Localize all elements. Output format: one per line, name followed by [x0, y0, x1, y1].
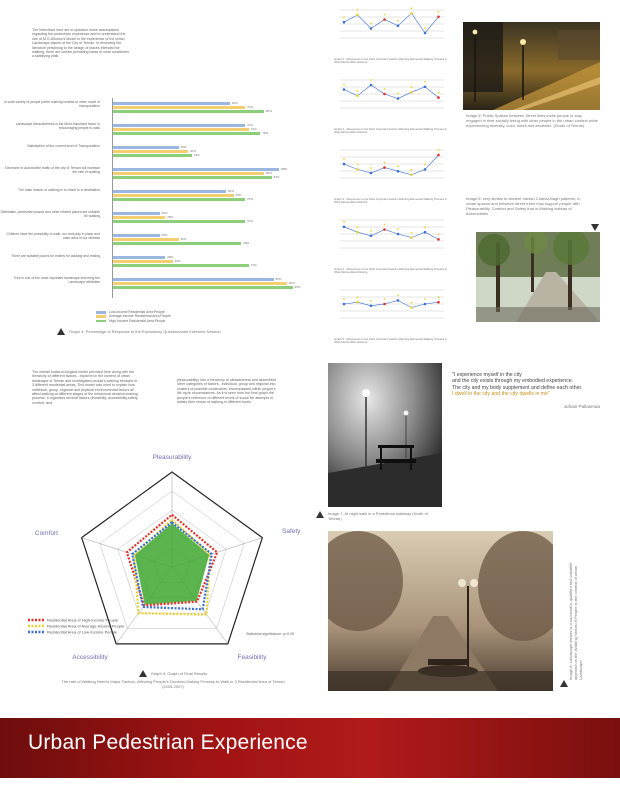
triangle-marker-icon: [57, 328, 65, 335]
tree-avenue-photo: [476, 232, 600, 322]
graph4-row-label: Tree is one of the most important landscape enriching the Landscape attributes: [13, 276, 100, 285]
mini-data-point: [397, 165, 399, 167]
mini-data-point: [370, 23, 372, 25]
graph4-bar-value: 70%: [247, 123, 254, 127]
mini-data-point: [384, 224, 386, 226]
graph4-bar-value: 70%: [247, 105, 254, 109]
mini-data-point: [397, 228, 399, 230]
mini-data-point: [383, 303, 386, 306]
graph4-row-label: There are suitable places for elderly for walking and resting: [11, 254, 100, 258]
mini-data-point: [343, 88, 346, 91]
mini-data-point: [437, 301, 440, 304]
mini-data-point: [424, 164, 426, 166]
mini-graph-caption: Graph 1 - Responses to the Most Important Factors Affecting Elemental Walking Process in Wide Metropolitan Districts: [334, 57, 448, 65]
mini-graph-caption: Graph 2 - Responses to the Most Important Factors Affecting Elemental Walking Process in Wide Metropolitan Districts: [334, 127, 448, 135]
graph4-bar: [112, 242, 241, 245]
graph4-bar: [112, 238, 179, 241]
mini-data-point: [411, 169, 413, 171]
night-bench-photo: [328, 363, 442, 507]
mini-data-point: [424, 86, 427, 89]
mini-data-point: [438, 234, 440, 236]
quote-line-4: I dwell in the city and the city dwells in me": [452, 391, 550, 398]
mini-data-point: [438, 296, 440, 298]
mini-data-point: [438, 149, 440, 151]
graph4-bar-value: 62%: [231, 101, 238, 105]
graph4-bar: [112, 264, 249, 267]
mini-data-point: [356, 14, 359, 17]
mini-graphs-column: [332, 2, 450, 357]
mini-data-point: [370, 172, 373, 175]
radar-axis-label: Safety: [282, 528, 301, 535]
triangle-marker-icon: [591, 224, 599, 231]
image6-caption: Image 6: very similar to ancient Iranian Chahar-Bagh patterns, in urban spaces and between street trees may support people with Pleasurability, Comfort and Safety that is Walking instead of Automobiles: [466, 196, 581, 216]
graph4-bar-value: 42%: [193, 153, 200, 157]
graph4-bar-value: 92%: [288, 281, 295, 285]
sepia-avenue-photo: [328, 531, 553, 691]
mini-data-point: [410, 174, 413, 177]
mini-line-graph: [332, 212, 450, 264]
triangle-marker-icon: [560, 680, 568, 687]
mini-data-point: [356, 231, 359, 234]
intro-text: The interviews here are to question some assumptions regarding the pedestrian experience and to understand the role of M.G.Alfonso's Model in the experience of the urban Landscape places of the City of Tehran. In reviewing the literature pertaining to the design of places intended for walking, there are certain prevailing ideas of what constitutes a satisfying walk.: [32, 28, 129, 59]
mini-data-point: [370, 305, 373, 308]
mini-line-graph: [332, 2, 450, 54]
graph4-bar: [112, 176, 272, 179]
graph4-row-label: In wide variety of people prefer walking instead of other mode of transportation: [3, 100, 100, 109]
graph4-bar: [112, 106, 245, 109]
graph4-legend-label: Low-Income Residential Area People: [109, 310, 165, 314]
mini-data-point: [397, 233, 400, 236]
radar-caption-sub: The rate of Walking Need's Major Factors, Affecting People's Decision-Making Process to Walk in 3 Residential Area of Tehran (2005-2007): [61, 679, 285, 689]
radar-significance: Statistical significance: p<0.05: [246, 632, 295, 636]
mini-data-point: [383, 166, 386, 169]
mini-data-point: [343, 226, 346, 229]
middle-text-col2: pleasurability) into a hierarchy of pleasantness and assembled other categories of factors - individual, group and regional into clusters of possible moderators, encompassed within people's life cycle circumstances. As it is seen from the final graph the people's reference of different levels of social life attempts to satisfy their needs of walking in different levels.: [177, 378, 277, 405]
graph4-row-label: Sidewalks, pedestrian places and other related places are suitable for walking: [0, 210, 100, 219]
graph4-bar: [112, 128, 249, 131]
graph4-bar: [112, 124, 245, 127]
mini-data-point: [410, 306, 413, 309]
graph4-bar: [112, 146, 179, 149]
mini-data-point: [357, 90, 359, 92]
mini-data-point: [437, 238, 440, 241]
graph4-bar-value: 88%: [281, 167, 288, 171]
mini-line-graph: [332, 142, 450, 194]
graph4-bar: [112, 286, 293, 289]
graph4-axis: [112, 98, 113, 298]
graph4-bar-value: 85%: [275, 277, 282, 281]
graph4-bar-value: 35%: [180, 145, 187, 149]
mini-data-point: [411, 232, 413, 234]
graph4-bar: [112, 150, 188, 153]
graph4-bar-value: 70%: [247, 219, 254, 223]
mini-data-point: [410, 91, 413, 94]
mini-data-point: [437, 16, 440, 19]
mini-data-point: [383, 228, 386, 231]
mini-data-point: [357, 296, 359, 298]
mini-data-point: [424, 298, 426, 300]
radar-chart: [20, 445, 320, 690]
legend-swatch: [96, 315, 106, 318]
mini-data-point: [370, 167, 372, 169]
graph4-bar: [112, 190, 226, 193]
mini-data-point: [411, 86, 413, 88]
mini-data-point: [370, 235, 373, 238]
graph4-bar-value: 70%: [247, 197, 254, 201]
mini-data-point: [437, 154, 440, 157]
graph4-bar-value: 60%: [228, 189, 235, 193]
legend-swatch: [96, 320, 106, 323]
mini-data-point: [397, 93, 399, 95]
graph4-bar-value: 32%: [174, 259, 181, 263]
graph4-bar-value: 35%: [180, 237, 187, 241]
mini-data-point: [424, 226, 426, 228]
mini-data-point: [357, 9, 359, 11]
graph4-bar: [112, 172, 264, 175]
mini-data-point: [356, 301, 359, 304]
graph4-legend: [96, 310, 171, 323]
radar-caption-title: Graph 5: Graph of Final Results: [150, 671, 208, 676]
mini-data-point: [397, 25, 400, 28]
graph4-chart: [0, 98, 320, 328]
image5-caption: Image 5: Public Spaces between Street lines invite people to stay engaged in their socially being with other people in the urban context while experiencing diversity, color, smell and aesthetic. (South of Tehran): [466, 113, 598, 128]
image5-photo: [463, 22, 600, 110]
mini-data-point: [424, 27, 426, 29]
image7-caption: Image 7: At night walk in a Pedestrian walkway (North of Tehran): [328, 511, 428, 521]
graph4-bar-value: 72%: [250, 127, 257, 131]
mini-data-point: [397, 97, 400, 100]
image8-caption-col: [560, 560, 600, 690]
mini-data-point: [343, 163, 346, 166]
mini-data-point: [357, 226, 359, 228]
graph4-row-label: Landscape Attractiveness is the Most Important factor in encouraging people to walk: [15, 122, 100, 131]
radar-axis-label: Pleasurability: [152, 454, 192, 461]
mini-data-point: [343, 16, 345, 18]
quote-author: Juhani Pallasmaa: [563, 403, 600, 409]
mini-data-point: [411, 302, 413, 304]
graph4-bar: [112, 132, 260, 135]
graph4-bar: [112, 278, 274, 281]
mini-graph-caption: Graph 3 - Responses to the Most Important Factors Affecting Elemental Walking Process in Wide Metropolitan Districts: [334, 197, 448, 205]
mini-data-point: [370, 84, 373, 87]
mini-data-point: [343, 158, 345, 160]
mini-data-point: [343, 303, 346, 306]
mini-data-point: [438, 11, 440, 13]
image8-photo: [328, 531, 553, 691]
mini-data-point: [370, 300, 372, 302]
graph4-bar-value: 40%: [190, 149, 197, 153]
mini-data-point: [384, 88, 386, 90]
graph4-bar: [112, 212, 160, 215]
graph4-bar: [112, 198, 245, 201]
mini-data-point: [356, 95, 359, 98]
mini-data-point: [343, 21, 346, 24]
mini-data-point: [424, 168, 427, 171]
mini-line-graph: [332, 282, 450, 334]
quote-line-2: and the city exists through my embodied experience.: [452, 378, 574, 385]
mini-data-point: [424, 303, 427, 306]
mini-data-point: [370, 230, 372, 232]
graph4-row-label: Satisfaction of the current level of Transportation: [27, 144, 100, 148]
mini-data-point: [384, 162, 386, 164]
graph4-bar: [112, 256, 165, 259]
legend-swatch: [96, 311, 106, 314]
graph4-bar: [112, 260, 173, 263]
graph4-caption: Graph 4: Percentage of Response to the Exploratory Questionnaire Interview Session: [69, 329, 221, 334]
mini-data-point: [370, 27, 373, 30]
mini-data-point: [424, 81, 426, 83]
radar-axis-label: Comfort: [34, 530, 58, 537]
graph4-bar-value: 28%: [167, 255, 174, 259]
mini-data-point: [397, 170, 400, 173]
radar-axis-label: Accessibility: [72, 654, 108, 661]
graph4-bar-value: 84%: [273, 175, 280, 179]
graph4-bar: [112, 194, 234, 197]
radar-legend-label: Residential Area of Average-Income People: [47, 623, 125, 629]
mini-data-point: [343, 84, 345, 86]
mini-graph-caption: Graph 5 - Responses to the Most Important Factors Affecting Elemental Walking Process in Wide Metropolitan Districts: [334, 337, 448, 345]
graph4-bar: [112, 168, 279, 171]
mini-data-point: [343, 221, 345, 223]
graph4-bar-value: 80%: [266, 109, 273, 113]
graph4-bar: [112, 154, 192, 157]
image7-photo: [328, 363, 442, 507]
image6-photo: [476, 232, 600, 322]
mini-graph-caption: Graph 4 - Responses to the Most Important Factors Affecting Elemental Walking Process in Wide Metropolitan Districts: [334, 267, 448, 275]
mini-data-point: [397, 299, 400, 302]
radar-axis-label: Feasibility: [237, 654, 267, 661]
mini-data-point: [437, 96, 440, 99]
mini-data-point: [397, 295, 399, 297]
quote-line-3: The city and my body supplement and define each other.: [452, 384, 583, 391]
triangle-marker-icon: [139, 670, 147, 677]
radar-legend-label: Residential Area of Low-Income People: [47, 629, 118, 635]
graph4-bar-value: 95%: [294, 285, 301, 289]
middle-text-col1: The overall social-ecological model provided here along with the hierarchy of different factors - explored in the context of urban landscape of Tehran and investigated people's walking behavior in 3 different residential areas. This model was used to explain how individual, group, regional and physical environmental factors all affect walking at different stages of the behavioral decision-making process. It organizes several factors (liveability, accessibility,safety, comfort, and: [32, 370, 139, 405]
graph4-bar: [112, 220, 245, 223]
graph4-bar: [112, 102, 230, 105]
quote-line-1: "I experience myself in the city: [452, 372, 522, 378]
graph4-bar: [112, 110, 264, 113]
quote-block: [452, 372, 612, 409]
graph4-row-label: Children have the possibility to walk, run and play in place and calm area of our districts: [6, 232, 100, 241]
graph4-bar-value: 68%: [243, 241, 250, 245]
image8-caption: Image 8: Landscape factors is a successful, qualified and valuable approach in the Walking Needs of People in the context of urban Landscape: [568, 562, 583, 680]
street-night-photo: [463, 22, 600, 110]
mini-data-point: [384, 14, 386, 16]
graph4-bar: [112, 234, 160, 237]
graph4-caption-row: [57, 328, 221, 335]
graph4-bar-value: 80%: [266, 171, 273, 175]
poster-title: Urban Pedestrian Experience: [28, 731, 308, 754]
mini-data-point: [370, 79, 372, 81]
mini-data-point: [397, 20, 399, 22]
mini-data-point: [357, 164, 359, 166]
mini-line-graph: [332, 72, 450, 124]
mini-data-point: [410, 236, 413, 239]
mini-data-point: [411, 7, 413, 9]
graph4-bar-value: 64%: [235, 193, 242, 197]
graph4-legend-label: High-Income Residential Area People: [109, 318, 166, 323]
mini-data-point: [356, 168, 359, 171]
radar-caption-row: [58, 670, 288, 689]
graph4-bar-value: 72%: [250, 263, 257, 267]
mini-data-point: [424, 32, 427, 35]
graph4-bar: [112, 282, 287, 285]
mini-data-point: [384, 298, 386, 300]
mini-data-point: [410, 12, 413, 15]
image7-caption-row: [316, 511, 438, 521]
graph4-bar-value: 25%: [161, 233, 168, 237]
graph4-row-label: The main reason of walking is to reach to a destination: [18, 188, 100, 192]
graph4-bar: [112, 216, 165, 219]
mini-data-point: [383, 93, 386, 96]
graph4-bar-value: 78%: [262, 131, 269, 135]
mini-data-point: [343, 298, 345, 300]
radar-legend-label: Residential Area of High-Income People: [47, 617, 118, 623]
graph4-bar-value: 28%: [167, 215, 174, 219]
mini-data-point: [438, 92, 440, 94]
graph4-bar-value: 25%: [161, 211, 168, 215]
graph4-legend-item: [96, 319, 171, 323]
mini-data-point: [424, 231, 427, 234]
mini-data-point: [383, 18, 386, 21]
mini-series-line: [344, 13, 439, 33]
graph4-legend-label: Average-Income Residential Area People: [109, 314, 171, 319]
graph4-row-label: Decrease in Automobile traffic of the city of Tehran will increase the rate of walking: [5, 166, 100, 175]
